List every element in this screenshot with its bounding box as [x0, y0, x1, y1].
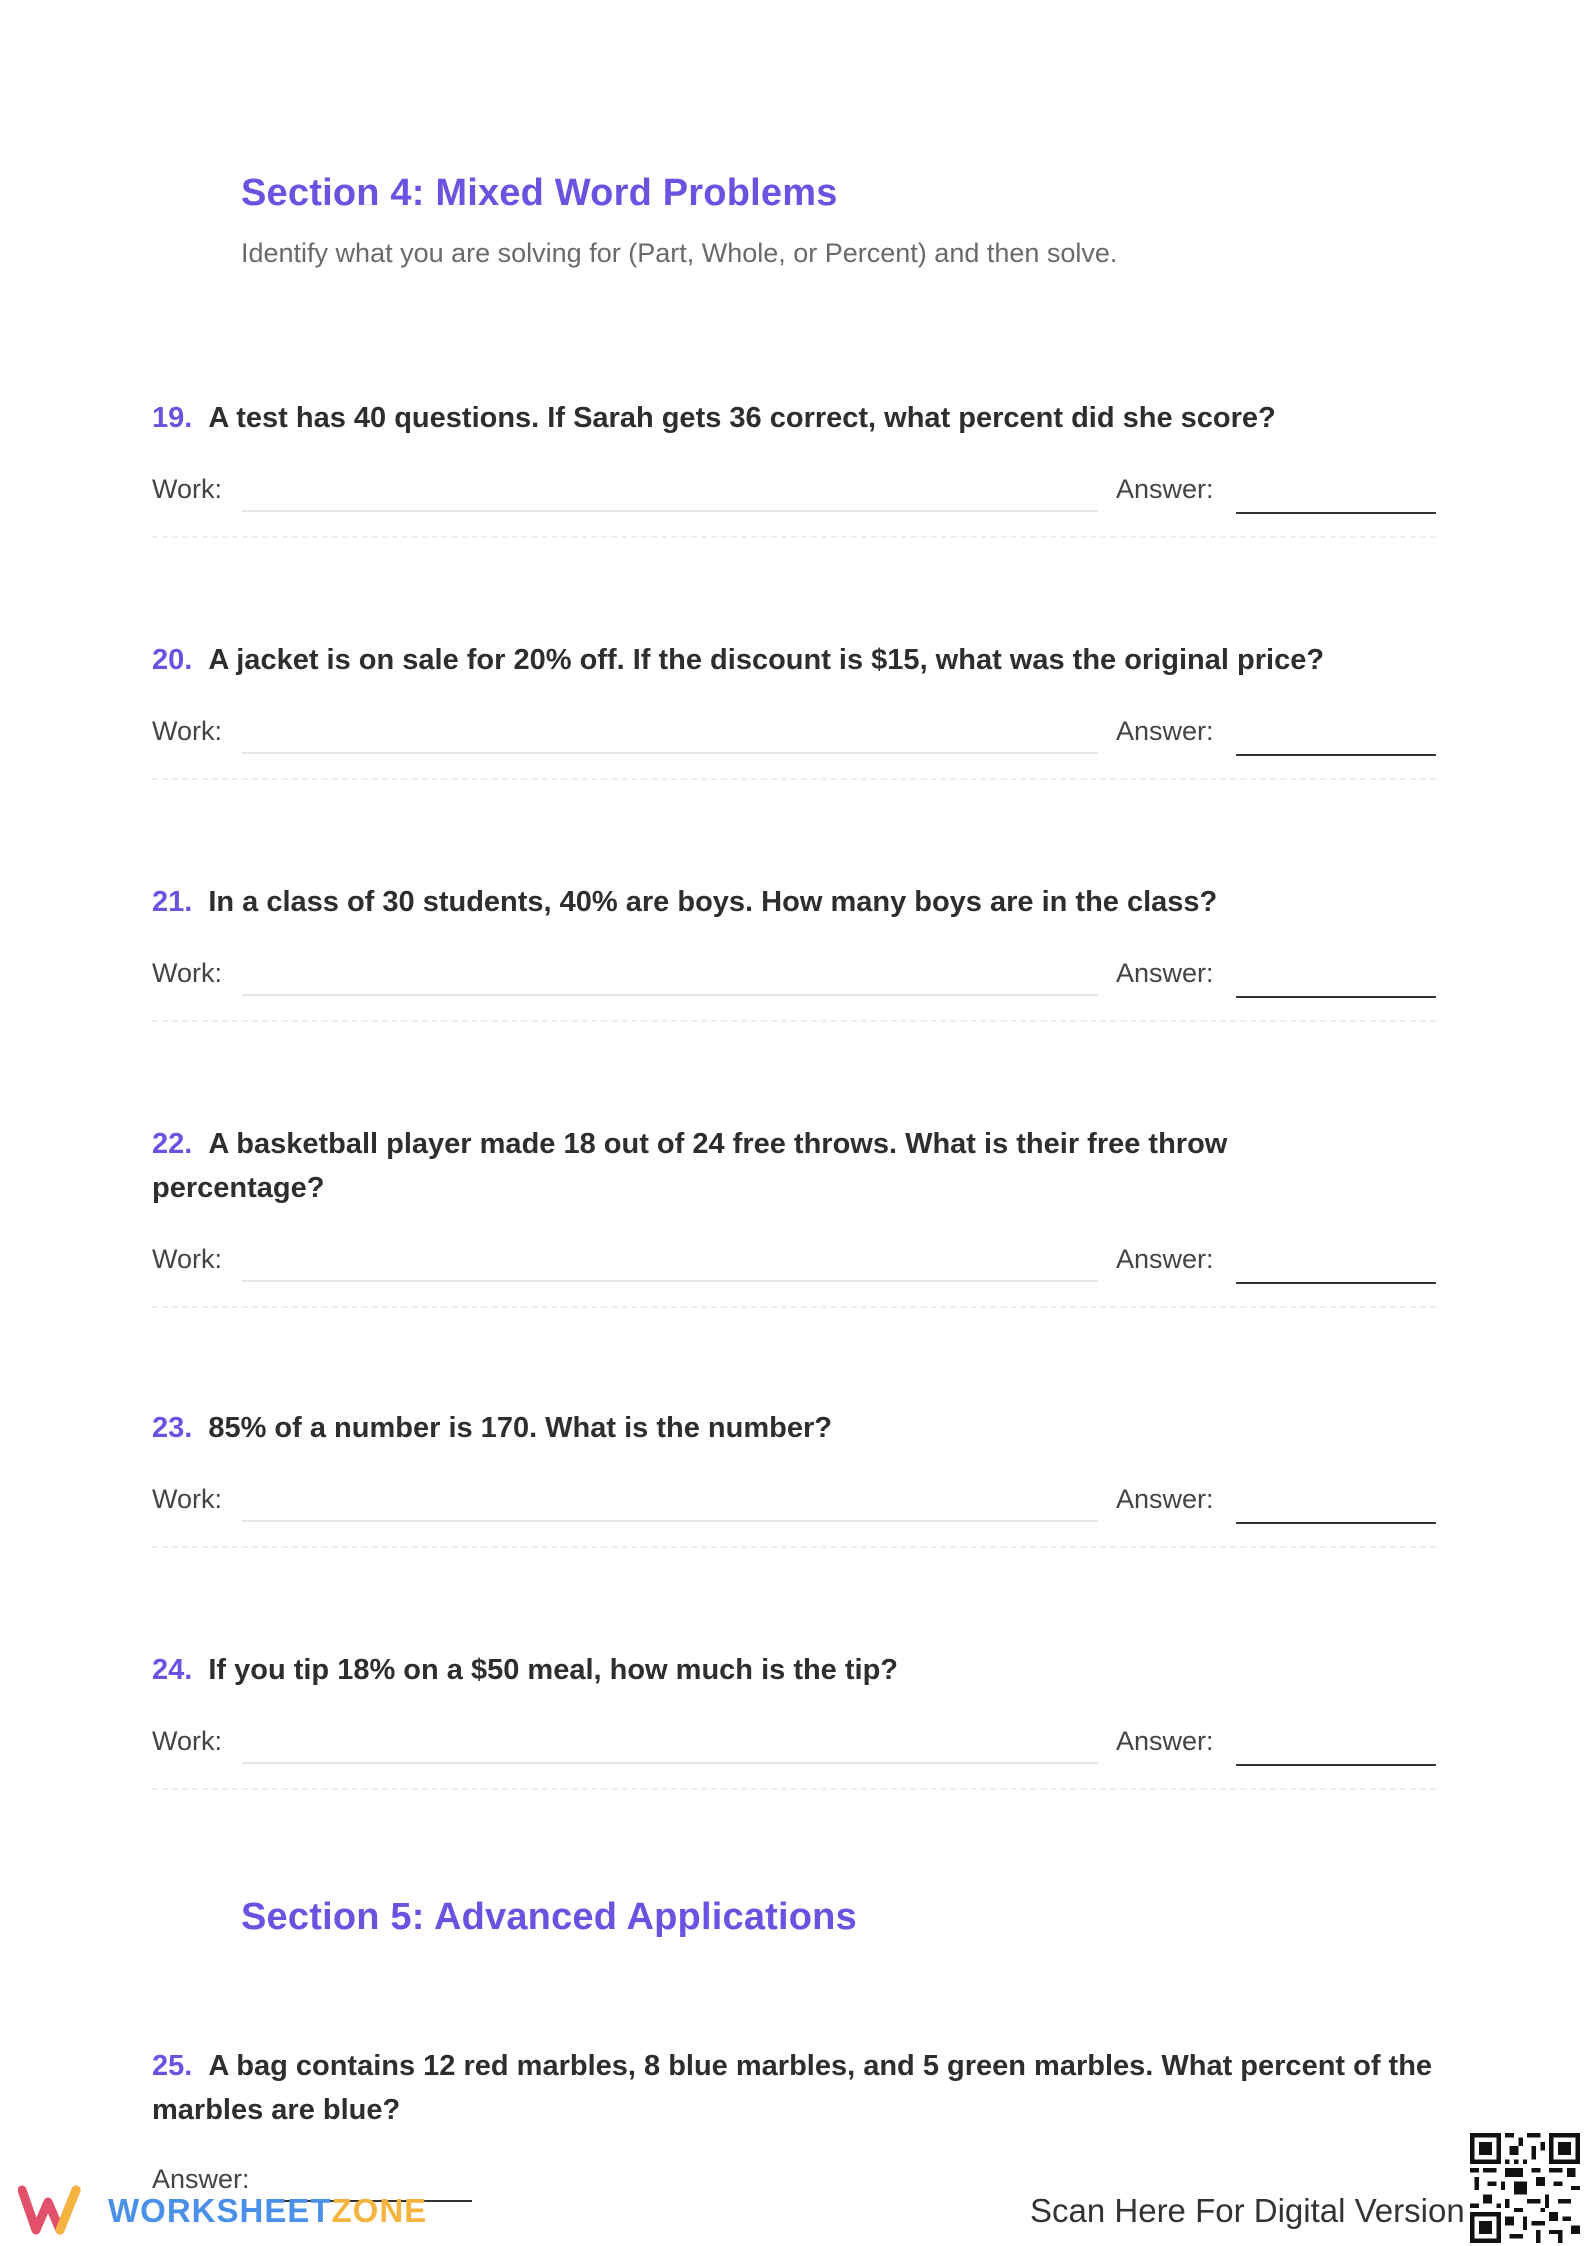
worksheetzone-logo-icon — [18, 2180, 108, 2240]
question-number: 24. — [152, 1654, 193, 1686]
question-text: 21. In a class of 30 students, 40% are boys. How many boys are in the class? — [152, 886, 1218, 918]
answer-label: Answer: — [1116, 1484, 1214, 1514]
answer-label: Answer: — [1116, 958, 1214, 988]
section-4-title: Section 4: Mixed Word Problems — [241, 172, 838, 214]
question-text: 23. 85% of a number is 170. What is the number? — [152, 1412, 832, 1444]
problem-21 — [152, 880, 1436, 1004]
problem-24 — [152, 1648, 1436, 1772]
question-number: 21. — [152, 886, 193, 918]
divider — [152, 1546, 1436, 1548]
work-field[interactable] — [242, 994, 1098, 996]
question-text: 22. A basketball player made 18 out of 24 free throws. What is their free throw percentage? — [152, 1128, 1228, 1204]
scan-instruction: Scan Here For Digital Version — [1030, 2192, 1465, 2229]
question-number: 19. — [152, 402, 193, 434]
divider — [152, 1306, 1436, 1308]
question-number: 23. — [152, 1412, 193, 1444]
question-number: 22. — [152, 1128, 193, 1160]
question-text: 24. If you tip 18% on a $50 meal, how much is the tip? — [152, 1654, 899, 1686]
question-number: 20. — [152, 644, 193, 676]
problem-19 — [152, 396, 1436, 520]
section-5-title: Section 5: Advanced Applications — [241, 1896, 857, 1938]
work-label: Work: — [152, 958, 223, 988]
work-field[interactable] — [242, 510, 1098, 512]
answer-label: Answer: — [1116, 716, 1214, 746]
work-label: Work: — [152, 474, 223, 504]
problem-23 — [152, 1406, 1436, 1530]
work-label: Work: — [152, 1244, 223, 1274]
answer-label: Answer: — [1116, 1244, 1214, 1274]
work-field[interactable] — [242, 1280, 1098, 1282]
problem-25 — [152, 2044, 1436, 2132]
question-text: 25. A bag contains 12 red marbles, 8 blue marbles, and 5 green marbles. What percent of the marbles are blue? — [152, 2050, 1433, 2126]
answer-label: Answer: — [152, 2164, 250, 2194]
qr-code-icon[interactable] — [1470, 2133, 1580, 2243]
work-field[interactable] — [242, 752, 1098, 754]
question-text: 19. A test has 40 questions. If Sarah gets 36 correct, what percent did she score? — [152, 402, 1276, 434]
problem-22 — [152, 1122, 1436, 1290]
answer-field[interactable] — [1236, 754, 1436, 756]
answer-field[interactable] — [1236, 512, 1436, 514]
worksheetzone-logo[interactable]: WORKSHEETZONE — [108, 2192, 428, 2229]
divider — [152, 536, 1436, 538]
answer-field[interactable] — [1236, 996, 1436, 998]
divider — [152, 1020, 1436, 1022]
answer-label: Answer: — [1116, 1726, 1214, 1756]
answer-field[interactable] — [1236, 1764, 1436, 1766]
divider — [152, 778, 1436, 780]
work-label: Work: — [152, 1726, 223, 1756]
work-label: Work: — [152, 1484, 223, 1514]
section-4-instructions: Identify what you are solving for (Part, Whole, or Percent) and then solve. — [241, 238, 1118, 268]
answer-field[interactable] — [1236, 1282, 1436, 1284]
answer-field[interactable] — [1236, 1522, 1436, 1524]
question-text: 20. A jacket is on sale for 20% off. If the discount is $15, what was the original price? — [152, 644, 1325, 676]
work-label: Work: — [152, 716, 223, 746]
divider — [152, 1788, 1436, 1790]
work-field[interactable] — [242, 1520, 1098, 1522]
answer-label: Answer: — [1116, 474, 1214, 504]
problem-20 — [152, 638, 1436, 762]
work-field[interactable] — [242, 1762, 1098, 1764]
question-number: 25. — [152, 2050, 193, 2082]
